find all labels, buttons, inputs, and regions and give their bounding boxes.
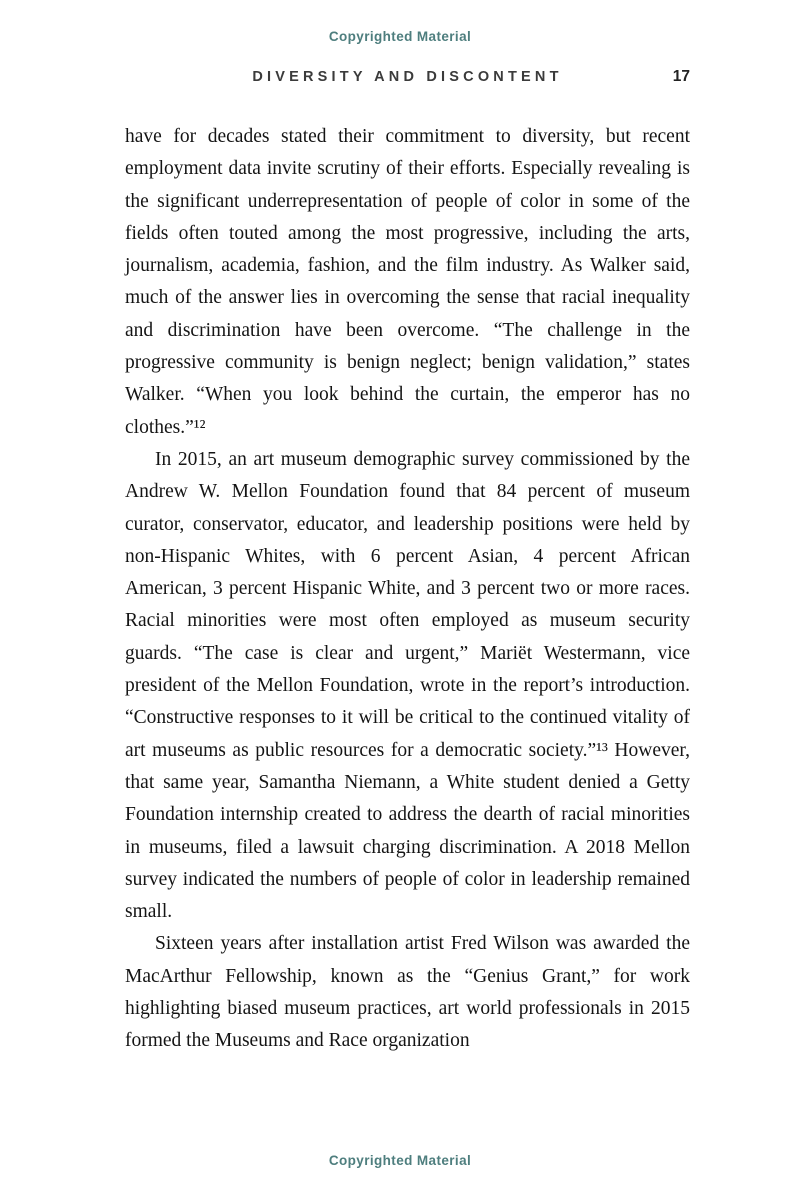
copyright-notice-bottom: Copyrighted Material (328, 1153, 472, 1168)
paragraph: In 2015, an art museum demographic survey commissioned by the Andrew W. Mellon Foundation found that 84 percent of museum curator, conservator, educator, and leadership positions were held by non-Hispanic Whites, with 6 percent Asian, 4 percent African American, 3 percent Hispanic White, and 3 percent two or more races. Racial minorities were most often employed as museum security guards. “The case is clear and urgent,” Mariët Westermann, vice president of the Mellon Foundation, wrote in the report’s introduction. “Constructive responses to it will be critical to the continued vitality of art museums as public resources for a democratic society.”¹³ However, that same year, Samantha Niemann, a White student denied a Getty Foundation internship created to address the dearth of racial minorities in museums, filed a lawsuit charging discrimination. A 2018 Mellon survey indicated the numbers of people of color in leadership remained small. (125, 448, 690, 923)
paragraph: Sixteen years after installation artist Fred Wilson was awarded the MacArthur Fellowship, known as the “Genius Grant,” for work highlighting biased museum practices, art world professionals in 2015 formed the Museums and Race organization (125, 933, 690, 1052)
running-header (125, 69, 690, 91)
chapter-title: DIVERSITY AND DISCONTENT (252, 69, 563, 85)
body-text (125, 121, 690, 1058)
copyright-notice-top: Copyrighted Material (328, 29, 472, 44)
paragraph: have for decades stated their commitment to diversity, but recent employment data invite scrutiny of their efforts. Especially revealing is the significant underrepresentation of people of color in some of the fields often touted among the most progressive, including the arts, journalism, academia, fashion, and the film industry. As Walker said, much of the answer lies in overcoming the sense that racial inequality and discrimination have been overcome. “The challenge in the progressive community is benign neglect; benign validation,” states Walker. “When you look behind the curtain, the emperor has no clothes.”¹² (125, 126, 690, 438)
page-number: 17 (672, 68, 690, 85)
